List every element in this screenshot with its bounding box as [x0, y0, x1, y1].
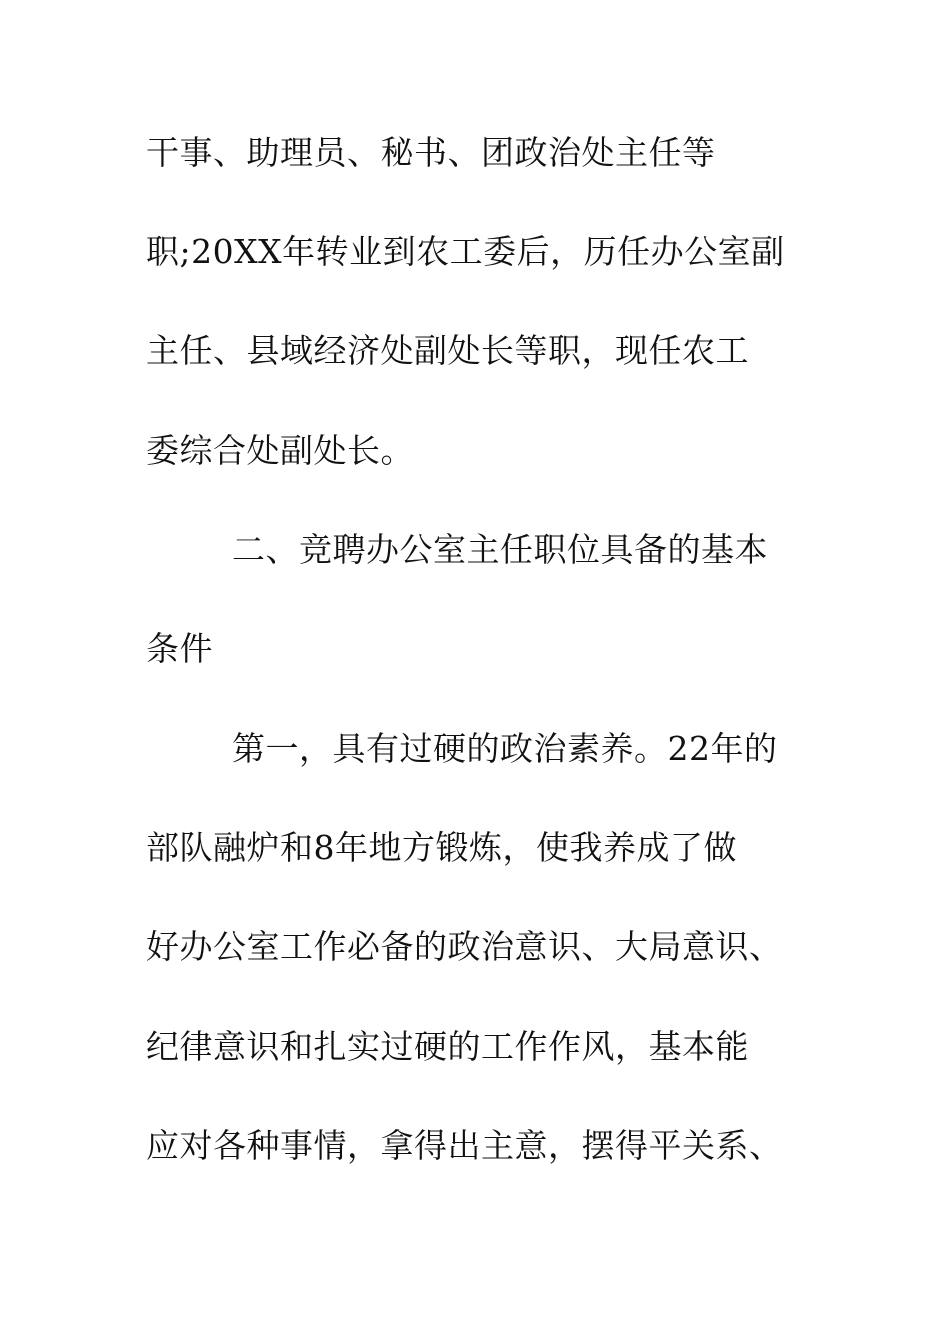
text-line-3: 主任、县域经济处副处长等职，现任农工	[146, 331, 749, 370]
text-line-8: 部队融炉和8年地方锻炼，使我养成了做	[146, 828, 737, 867]
text-line-6: 条件	[146, 629, 213, 668]
text-line-2: 职;20XX年转业到农工委后，历任办公室副	[146, 232, 785, 271]
section-heading-2: 二、竞聘办公室主任职位具备的基本	[232, 530, 768, 569]
text-line-4: 委综合处副处长。	[146, 431, 414, 470]
text-line-9: 好办公室工作必备的政治意识、大局意识、	[146, 927, 783, 966]
text-line-1: 干事、助理员、秘书、团政治处主任等	[146, 133, 716, 172]
paragraph-first-line: 第一，具有过硬的政治素养。22年的	[232, 729, 778, 768]
text-line-11: 应对各种事情，拿得出主意，摆得平关系、	[146, 1126, 783, 1165]
text-line-10: 纪律意识和扎实过硬的工作作风，基本能	[146, 1027, 749, 1066]
